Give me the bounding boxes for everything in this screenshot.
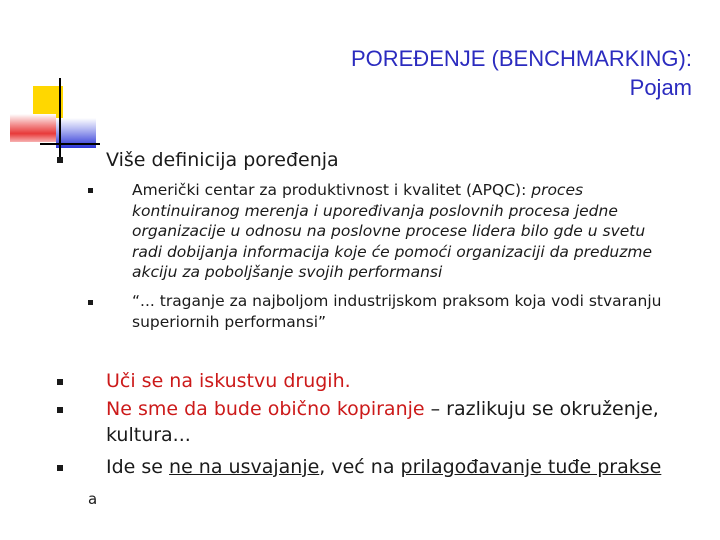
point-2-rest: – razlikuju se okruženje,	[424, 398, 659, 420]
point-1: Uči se na iskustvu drugih.	[106, 370, 351, 392]
definition-1-line4: radi dobijanja informacija koje će pomoći organizaciji da preduzme	[132, 242, 653, 261]
slide-title-line2: Pojam	[629, 75, 692, 100]
decorative-square-red	[10, 114, 56, 142]
definition-1-line3: organizacije u odnosu na poslovne procese lidera bilo gde u svetu	[132, 222, 646, 240]
decorative-line-horizontal	[40, 143, 100, 145]
definition-2-line1: “... traganje za najboljom industrijskom praksom koja vodi stvaranju	[132, 292, 662, 310]
point-3-b: , već na	[319, 456, 401, 478]
definition-1-line2: kontinuiranog merenja i upoređivanja poslovnih procesa jedne	[132, 201, 618, 220]
point-3-underline-2: prilagođavanje tuđe prakse	[400, 456, 662, 478]
heading-text: Više definicija poređenja	[106, 149, 339, 171]
definition-1-italic: proces	[531, 181, 584, 199]
point-2-red: Ne sme da bude obično kopiranje	[106, 398, 425, 420]
definition-1	[132, 180, 652, 283]
definition-2-line2: superiornih performansi”	[132, 312, 327, 331]
definition-1-intro: Američki centar za produktivnost i kvalitet (APQC):	[132, 181, 532, 199]
point-2	[106, 396, 659, 448]
point-3	[106, 454, 661, 480]
point-3-a: Ide se	[106, 456, 170, 478]
slide-title-line1: POREĐENJE (BENCHMARKING):	[350, 46, 692, 71]
point-2-line2: kultura...	[106, 424, 191, 446]
bullet-square-icon	[88, 300, 93, 305]
definition-2	[132, 291, 661, 332]
definition-1-line5: akciju za poboljšanje svojih performansi	[132, 263, 443, 281]
decorative-line-vertical	[59, 78, 61, 158]
point-3-underline-1: ne na usvajanje	[169, 456, 320, 478]
slide-title	[212, 44, 692, 102]
trailing-letter: a	[88, 490, 98, 508]
bullet-square-icon	[57, 407, 63, 413]
bullet-square-icon	[57, 157, 63, 163]
bullet-square-icon	[88, 188, 93, 193]
bullet-square-icon	[57, 379, 63, 385]
bullet-square-icon	[57, 465, 63, 471]
